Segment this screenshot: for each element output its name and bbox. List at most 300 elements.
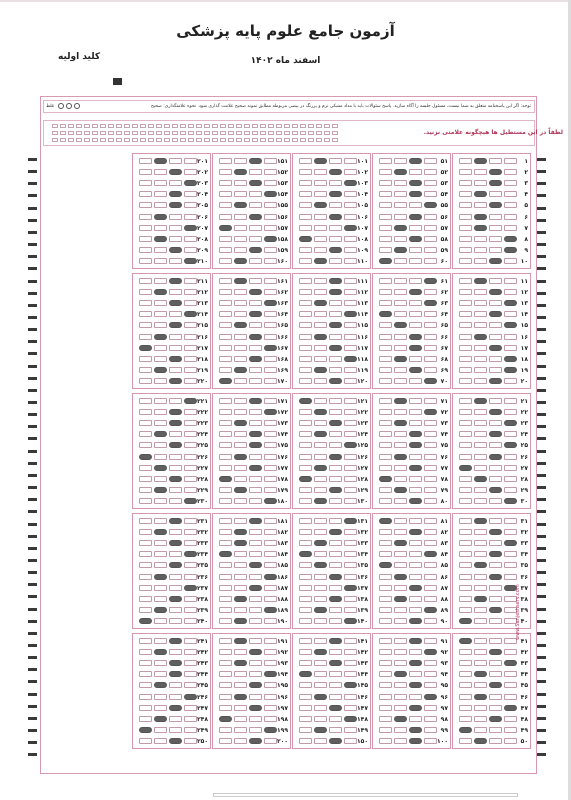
option-bubble-2[interactable] bbox=[249, 334, 262, 340]
option-bubble-1[interactable] bbox=[504, 487, 517, 493]
option-bubble-2[interactable] bbox=[249, 169, 262, 175]
option-bubble-4[interactable] bbox=[459, 202, 472, 208]
option-bubble-2[interactable] bbox=[169, 289, 182, 295]
option-bubble-3[interactable] bbox=[474, 487, 487, 493]
option-bubble-3[interactable] bbox=[474, 300, 487, 306]
option-bubble-2[interactable] bbox=[169, 300, 182, 306]
option-bubble-2[interactable] bbox=[489, 300, 502, 306]
option-bubble-4[interactable] bbox=[379, 498, 392, 504]
option-bubble-4[interactable] bbox=[299, 618, 312, 624]
option-bubble-3[interactable] bbox=[394, 311, 407, 317]
option-bubble-4[interactable] bbox=[379, 618, 392, 624]
option-bubble-1[interactable] bbox=[424, 236, 437, 242]
option-bubble-2[interactable] bbox=[489, 498, 502, 504]
option-bubble-1[interactable] bbox=[344, 398, 357, 404]
option-bubble-4[interactable] bbox=[299, 158, 312, 164]
option-bubble-1[interactable] bbox=[264, 300, 277, 306]
option-bubble-3[interactable] bbox=[394, 225, 407, 231]
option-bubble-3[interactable] bbox=[234, 660, 247, 666]
option-bubble-2[interactable] bbox=[489, 618, 502, 624]
option-bubble-1[interactable] bbox=[264, 682, 277, 688]
option-bubble-4[interactable] bbox=[379, 738, 392, 744]
option-bubble-4[interactable] bbox=[139, 529, 152, 535]
option-bubble-1[interactable] bbox=[184, 727, 197, 733]
option-bubble-3[interactable] bbox=[234, 431, 247, 437]
option-bubble-4[interactable] bbox=[219, 487, 232, 493]
option-bubble-3[interactable] bbox=[234, 529, 247, 535]
option-bubble-3[interactable] bbox=[234, 671, 247, 677]
option-bubble-3[interactable] bbox=[394, 671, 407, 677]
option-bubble-4[interactable] bbox=[299, 258, 312, 264]
option-bubble-2[interactable] bbox=[409, 540, 422, 546]
option-bubble-2[interactable] bbox=[489, 551, 502, 557]
option-bubble-2[interactable] bbox=[169, 562, 182, 568]
option-bubble-1[interactable] bbox=[504, 540, 517, 546]
option-bubble-2[interactable] bbox=[169, 420, 182, 426]
option-bubble-4[interactable] bbox=[459, 660, 472, 666]
option-bubble-3[interactable] bbox=[234, 398, 247, 404]
option-bubble-1[interactable] bbox=[344, 660, 357, 666]
option-bubble-3[interactable] bbox=[314, 236, 327, 242]
option-bubble-1[interactable] bbox=[264, 529, 277, 535]
option-bubble-2[interactable] bbox=[489, 529, 502, 535]
option-bubble-2[interactable] bbox=[329, 367, 342, 373]
option-bubble-1[interactable] bbox=[264, 420, 277, 426]
option-bubble-3[interactable] bbox=[474, 258, 487, 264]
option-bubble-2[interactable] bbox=[249, 300, 262, 306]
option-bubble-2[interactable] bbox=[249, 596, 262, 602]
option-bubble-2[interactable] bbox=[489, 191, 502, 197]
option-bubble-3[interactable] bbox=[394, 322, 407, 328]
option-bubble-4[interactable] bbox=[219, 378, 232, 384]
option-bubble-4[interactable] bbox=[299, 311, 312, 317]
option-bubble-2[interactable] bbox=[409, 682, 422, 688]
option-bubble-3[interactable] bbox=[314, 727, 327, 733]
option-bubble-2[interactable] bbox=[409, 247, 422, 253]
option-bubble-4[interactable] bbox=[379, 169, 392, 175]
option-bubble-1[interactable] bbox=[184, 705, 197, 711]
option-bubble-1[interactable] bbox=[504, 694, 517, 700]
option-bubble-2[interactable] bbox=[409, 716, 422, 722]
option-bubble-1[interactable] bbox=[344, 727, 357, 733]
option-bubble-2[interactable] bbox=[409, 585, 422, 591]
option-bubble-1[interactable] bbox=[264, 431, 277, 437]
option-bubble-2[interactable] bbox=[249, 562, 262, 568]
option-bubble-2[interactable] bbox=[409, 191, 422, 197]
option-bubble-2[interactable] bbox=[409, 498, 422, 504]
option-bubble-2[interactable] bbox=[409, 158, 422, 164]
option-bubble-4[interactable] bbox=[219, 465, 232, 471]
option-bubble-1[interactable] bbox=[504, 705, 517, 711]
option-bubble-1[interactable] bbox=[344, 551, 357, 557]
option-bubble-4[interactable] bbox=[379, 289, 392, 295]
option-bubble-4[interactable] bbox=[299, 420, 312, 426]
option-bubble-4[interactable] bbox=[299, 409, 312, 415]
option-bubble-1[interactable] bbox=[504, 398, 517, 404]
option-bubble-3[interactable] bbox=[394, 705, 407, 711]
option-bubble-2[interactable] bbox=[249, 518, 262, 524]
option-bubble-3[interactable] bbox=[234, 289, 247, 295]
option-bubble-1[interactable] bbox=[344, 225, 357, 231]
option-bubble-3[interactable] bbox=[394, 727, 407, 733]
option-bubble-1[interactable] bbox=[424, 694, 437, 700]
option-bubble-4[interactable] bbox=[219, 311, 232, 317]
option-bubble-1[interactable] bbox=[264, 487, 277, 493]
option-bubble-4[interactable] bbox=[299, 727, 312, 733]
option-bubble-4[interactable] bbox=[299, 487, 312, 493]
option-bubble-1[interactable] bbox=[184, 367, 197, 373]
option-bubble-1[interactable] bbox=[344, 191, 357, 197]
option-bubble-1[interactable] bbox=[424, 618, 437, 624]
option-bubble-3[interactable] bbox=[394, 660, 407, 666]
option-bubble-2[interactable] bbox=[249, 585, 262, 591]
option-bubble-2[interactable] bbox=[489, 398, 502, 404]
option-bubble-1[interactable] bbox=[344, 378, 357, 384]
option-bubble-1[interactable] bbox=[264, 671, 277, 677]
option-bubble-1[interactable] bbox=[264, 562, 277, 568]
option-bubble-2[interactable] bbox=[329, 409, 342, 415]
option-bubble-2[interactable] bbox=[409, 367, 422, 373]
option-bubble-1[interactable] bbox=[424, 540, 437, 546]
option-bubble-1[interactable] bbox=[424, 420, 437, 426]
option-bubble-2[interactable] bbox=[169, 225, 182, 231]
option-bubble-1[interactable] bbox=[344, 529, 357, 535]
option-bubble-1[interactable] bbox=[184, 562, 197, 568]
option-bubble-4[interactable] bbox=[379, 214, 392, 220]
option-bubble-3[interactable] bbox=[234, 225, 247, 231]
option-bubble-3[interactable] bbox=[394, 289, 407, 295]
option-bubble-2[interactable] bbox=[169, 738, 182, 744]
option-bubble-2[interactable] bbox=[489, 562, 502, 568]
option-bubble-4[interactable] bbox=[379, 431, 392, 437]
option-bubble-4[interactable] bbox=[219, 258, 232, 264]
option-bubble-3[interactable] bbox=[474, 454, 487, 460]
option-bubble-1[interactable] bbox=[264, 345, 277, 351]
option-bubble-4[interactable] bbox=[379, 671, 392, 677]
option-bubble-2[interactable] bbox=[329, 660, 342, 666]
option-bubble-4[interactable] bbox=[459, 322, 472, 328]
option-bubble-3[interactable] bbox=[314, 562, 327, 568]
option-bubble-3[interactable] bbox=[394, 716, 407, 722]
option-bubble-3[interactable] bbox=[314, 498, 327, 504]
option-bubble-1[interactable] bbox=[264, 660, 277, 666]
option-bubble-4[interactable] bbox=[299, 454, 312, 460]
option-bubble-3[interactable] bbox=[234, 169, 247, 175]
option-bubble-1[interactable] bbox=[264, 225, 277, 231]
option-bubble-1[interactable] bbox=[424, 585, 437, 591]
option-bubble-3[interactable] bbox=[314, 476, 327, 482]
option-bubble-1[interactable] bbox=[424, 334, 437, 340]
option-bubble-4[interactable] bbox=[139, 225, 152, 231]
option-bubble-3[interactable] bbox=[154, 518, 167, 524]
option-bubble-2[interactable] bbox=[169, 180, 182, 186]
option-bubble-2[interactable] bbox=[489, 169, 502, 175]
option-bubble-2[interactable] bbox=[329, 431, 342, 437]
option-bubble-1[interactable] bbox=[424, 607, 437, 613]
option-bubble-1[interactable] bbox=[504, 409, 517, 415]
option-bubble-3[interactable] bbox=[314, 738, 327, 744]
option-bubble-2[interactable] bbox=[409, 454, 422, 460]
option-bubble-1[interactable] bbox=[264, 289, 277, 295]
option-bubble-1[interactable] bbox=[184, 738, 197, 744]
option-bubble-1[interactable] bbox=[344, 420, 357, 426]
option-bubble-4[interactable] bbox=[459, 498, 472, 504]
option-bubble-3[interactable] bbox=[474, 618, 487, 624]
option-bubble-3[interactable] bbox=[394, 529, 407, 535]
option-bubble-2[interactable] bbox=[249, 551, 262, 557]
option-bubble-3[interactable] bbox=[154, 649, 167, 655]
option-bubble-2[interactable] bbox=[489, 487, 502, 493]
option-bubble-3[interactable] bbox=[234, 311, 247, 317]
option-bubble-1[interactable] bbox=[424, 442, 437, 448]
option-bubble-1[interactable] bbox=[264, 727, 277, 733]
option-bubble-3[interactable] bbox=[474, 311, 487, 317]
option-bubble-1[interactable] bbox=[504, 738, 517, 744]
option-bubble-4[interactable] bbox=[379, 398, 392, 404]
option-bubble-2[interactable] bbox=[169, 409, 182, 415]
option-bubble-2[interactable] bbox=[329, 529, 342, 535]
option-bubble-2[interactable] bbox=[329, 585, 342, 591]
option-bubble-4[interactable] bbox=[379, 705, 392, 711]
option-bubble-2[interactable] bbox=[409, 431, 422, 437]
option-bubble-3[interactable] bbox=[474, 367, 487, 373]
option-bubble-3[interactable] bbox=[314, 202, 327, 208]
option-bubble-4[interactable] bbox=[219, 660, 232, 666]
option-bubble-1[interactable] bbox=[424, 476, 437, 482]
option-bubble-2[interactable] bbox=[489, 378, 502, 384]
option-bubble-3[interactable] bbox=[234, 409, 247, 415]
option-bubble-4[interactable] bbox=[459, 398, 472, 404]
option-bubble-3[interactable] bbox=[474, 529, 487, 535]
option-bubble-4[interactable] bbox=[299, 465, 312, 471]
option-bubble-4[interactable] bbox=[139, 705, 152, 711]
option-bubble-2[interactable] bbox=[329, 518, 342, 524]
option-bubble-4[interactable] bbox=[139, 311, 152, 317]
option-bubble-3[interactable] bbox=[234, 562, 247, 568]
option-bubble-2[interactable] bbox=[249, 214, 262, 220]
option-bubble-3[interactable] bbox=[314, 247, 327, 253]
option-bubble-4[interactable] bbox=[459, 409, 472, 415]
option-bubble-4[interactable] bbox=[139, 345, 152, 351]
option-bubble-2[interactable] bbox=[249, 442, 262, 448]
option-bubble-1[interactable] bbox=[184, 529, 197, 535]
option-bubble-3[interactable] bbox=[314, 214, 327, 220]
option-bubble-4[interactable] bbox=[139, 476, 152, 482]
option-bubble-2[interactable] bbox=[169, 518, 182, 524]
option-bubble-2[interactable] bbox=[249, 322, 262, 328]
option-bubble-2[interactable] bbox=[249, 540, 262, 546]
option-bubble-4[interactable] bbox=[219, 529, 232, 535]
option-bubble-2[interactable] bbox=[409, 638, 422, 644]
option-bubble-3[interactable] bbox=[234, 214, 247, 220]
option-bubble-4[interactable] bbox=[219, 278, 232, 284]
option-bubble-3[interactable] bbox=[154, 158, 167, 164]
option-bubble-2[interactable] bbox=[249, 476, 262, 482]
option-bubble-2[interactable] bbox=[329, 574, 342, 580]
option-bubble-3[interactable] bbox=[234, 420, 247, 426]
option-bubble-4[interactable] bbox=[299, 202, 312, 208]
option-bubble-2[interactable] bbox=[329, 649, 342, 655]
option-bubble-4[interactable] bbox=[299, 585, 312, 591]
option-bubble-1[interactable] bbox=[424, 247, 437, 253]
option-bubble-2[interactable] bbox=[489, 214, 502, 220]
option-bubble-4[interactable] bbox=[139, 409, 152, 415]
option-bubble-4[interactable] bbox=[379, 551, 392, 557]
option-bubble-3[interactable] bbox=[474, 562, 487, 568]
option-bubble-2[interactable] bbox=[489, 225, 502, 231]
option-bubble-2[interactable] bbox=[409, 727, 422, 733]
option-bubble-2[interactable] bbox=[329, 607, 342, 613]
option-bubble-4[interactable] bbox=[139, 518, 152, 524]
option-bubble-2[interactable] bbox=[489, 322, 502, 328]
option-bubble-1[interactable] bbox=[424, 716, 437, 722]
option-bubble-1[interactable] bbox=[264, 356, 277, 362]
option-bubble-3[interactable] bbox=[314, 367, 327, 373]
option-bubble-4[interactable] bbox=[459, 158, 472, 164]
option-bubble-1[interactable] bbox=[344, 409, 357, 415]
option-bubble-1[interactable] bbox=[504, 431, 517, 437]
option-bubble-4[interactable] bbox=[139, 498, 152, 504]
option-bubble-1[interactable] bbox=[424, 551, 437, 557]
option-bubble-4[interactable] bbox=[459, 649, 472, 655]
option-bubble-3[interactable] bbox=[474, 738, 487, 744]
option-bubble-3[interactable] bbox=[154, 596, 167, 602]
option-bubble-3[interactable] bbox=[474, 356, 487, 362]
option-bubble-1[interactable] bbox=[504, 727, 517, 733]
option-bubble-3[interactable] bbox=[234, 345, 247, 351]
option-bubble-3[interactable] bbox=[314, 378, 327, 384]
option-bubble-4[interactable] bbox=[219, 454, 232, 460]
option-bubble-4[interactable] bbox=[139, 716, 152, 722]
option-bubble-1[interactable] bbox=[344, 585, 357, 591]
option-bubble-4[interactable] bbox=[299, 476, 312, 482]
option-bubble-2[interactable] bbox=[249, 180, 262, 186]
option-bubble-2[interactable] bbox=[329, 247, 342, 253]
option-bubble-2[interactable] bbox=[409, 694, 422, 700]
option-bubble-1[interactable] bbox=[424, 214, 437, 220]
option-bubble-3[interactable] bbox=[394, 409, 407, 415]
option-bubble-2[interactable] bbox=[409, 236, 422, 242]
option-bubble-4[interactable] bbox=[219, 191, 232, 197]
option-bubble-1[interactable] bbox=[184, 225, 197, 231]
option-bubble-1[interactable] bbox=[344, 278, 357, 284]
option-bubble-1[interactable] bbox=[264, 476, 277, 482]
option-bubble-1[interactable] bbox=[184, 716, 197, 722]
option-bubble-2[interactable] bbox=[169, 311, 182, 317]
option-bubble-2[interactable] bbox=[489, 585, 502, 591]
option-bubble-3[interactable] bbox=[474, 431, 487, 437]
option-bubble-2[interactable] bbox=[169, 529, 182, 535]
option-bubble-1[interactable] bbox=[264, 191, 277, 197]
option-bubble-3[interactable] bbox=[314, 618, 327, 624]
option-bubble-1[interactable] bbox=[344, 476, 357, 482]
option-bubble-1[interactable] bbox=[344, 574, 357, 580]
option-bubble-1[interactable] bbox=[504, 660, 517, 666]
option-bubble-1[interactable] bbox=[424, 660, 437, 666]
option-bubble-4[interactable] bbox=[299, 300, 312, 306]
option-bubble-3[interactable] bbox=[474, 236, 487, 242]
option-bubble-4[interactable] bbox=[299, 356, 312, 362]
option-bubble-4[interactable] bbox=[219, 649, 232, 655]
option-bubble-4[interactable] bbox=[219, 180, 232, 186]
option-bubble-3[interactable] bbox=[234, 465, 247, 471]
option-bubble-4[interactable] bbox=[299, 278, 312, 284]
option-bubble-4[interactable] bbox=[459, 465, 472, 471]
option-bubble-1[interactable] bbox=[344, 705, 357, 711]
option-bubble-3[interactable] bbox=[314, 454, 327, 460]
option-bubble-2[interactable] bbox=[489, 236, 502, 242]
option-bubble-1[interactable] bbox=[264, 518, 277, 524]
option-bubble-2[interactable] bbox=[489, 278, 502, 284]
option-bubble-3[interactable] bbox=[394, 398, 407, 404]
option-bubble-4[interactable] bbox=[379, 529, 392, 535]
option-bubble-3[interactable] bbox=[394, 345, 407, 351]
option-bubble-1[interactable] bbox=[424, 596, 437, 602]
option-bubble-1[interactable] bbox=[264, 311, 277, 317]
option-bubble-3[interactable] bbox=[314, 334, 327, 340]
option-bubble-4[interactable] bbox=[219, 694, 232, 700]
option-bubble-4[interactable] bbox=[139, 618, 152, 624]
option-bubble-4[interactable] bbox=[219, 585, 232, 591]
option-bubble-4[interactable] bbox=[379, 236, 392, 242]
option-bubble-2[interactable] bbox=[169, 540, 182, 546]
option-bubble-4[interactable] bbox=[459, 247, 472, 253]
option-bubble-1[interactable] bbox=[424, 169, 437, 175]
option-bubble-3[interactable] bbox=[154, 671, 167, 677]
option-bubble-2[interactable] bbox=[249, 409, 262, 415]
option-bubble-2[interactable] bbox=[249, 356, 262, 362]
option-bubble-3[interactable] bbox=[394, 442, 407, 448]
option-bubble-4[interactable] bbox=[379, 574, 392, 580]
option-bubble-1[interactable] bbox=[344, 247, 357, 253]
option-bubble-4[interactable] bbox=[219, 705, 232, 711]
option-bubble-3[interactable] bbox=[314, 180, 327, 186]
option-bubble-3[interactable] bbox=[474, 409, 487, 415]
option-bubble-1[interactable] bbox=[344, 738, 357, 744]
option-bubble-3[interactable] bbox=[234, 334, 247, 340]
option-bubble-2[interactable] bbox=[169, 727, 182, 733]
option-bubble-1[interactable] bbox=[504, 442, 517, 448]
option-bubble-1[interactable] bbox=[264, 214, 277, 220]
option-bubble-1[interactable] bbox=[264, 202, 277, 208]
option-bubble-2[interactable] bbox=[249, 258, 262, 264]
option-bubble-3[interactable] bbox=[154, 378, 167, 384]
option-bubble-4[interactable] bbox=[299, 738, 312, 744]
option-bubble-1[interactable] bbox=[424, 202, 437, 208]
option-bubble-4[interactable] bbox=[219, 607, 232, 613]
option-bubble-2[interactable] bbox=[409, 180, 422, 186]
option-bubble-1[interactable] bbox=[264, 716, 277, 722]
option-bubble-1[interactable] bbox=[344, 498, 357, 504]
option-bubble-1[interactable] bbox=[344, 682, 357, 688]
option-bubble-4[interactable] bbox=[379, 727, 392, 733]
option-bubble-2[interactable] bbox=[169, 356, 182, 362]
option-bubble-2[interactable] bbox=[329, 398, 342, 404]
option-bubble-4[interactable] bbox=[379, 300, 392, 306]
option-bubble-1[interactable] bbox=[184, 476, 197, 482]
option-bubble-1[interactable] bbox=[504, 225, 517, 231]
option-bubble-4[interactable] bbox=[379, 258, 392, 264]
option-bubble-1[interactable] bbox=[424, 738, 437, 744]
option-bubble-3[interactable] bbox=[394, 551, 407, 557]
option-bubble-3[interactable] bbox=[474, 420, 487, 426]
option-bubble-2[interactable] bbox=[249, 607, 262, 613]
option-bubble-2[interactable] bbox=[489, 202, 502, 208]
option-bubble-4[interactable] bbox=[459, 300, 472, 306]
option-bubble-2[interactable] bbox=[169, 716, 182, 722]
option-bubble-2[interactable] bbox=[169, 682, 182, 688]
option-bubble-2[interactable] bbox=[329, 738, 342, 744]
